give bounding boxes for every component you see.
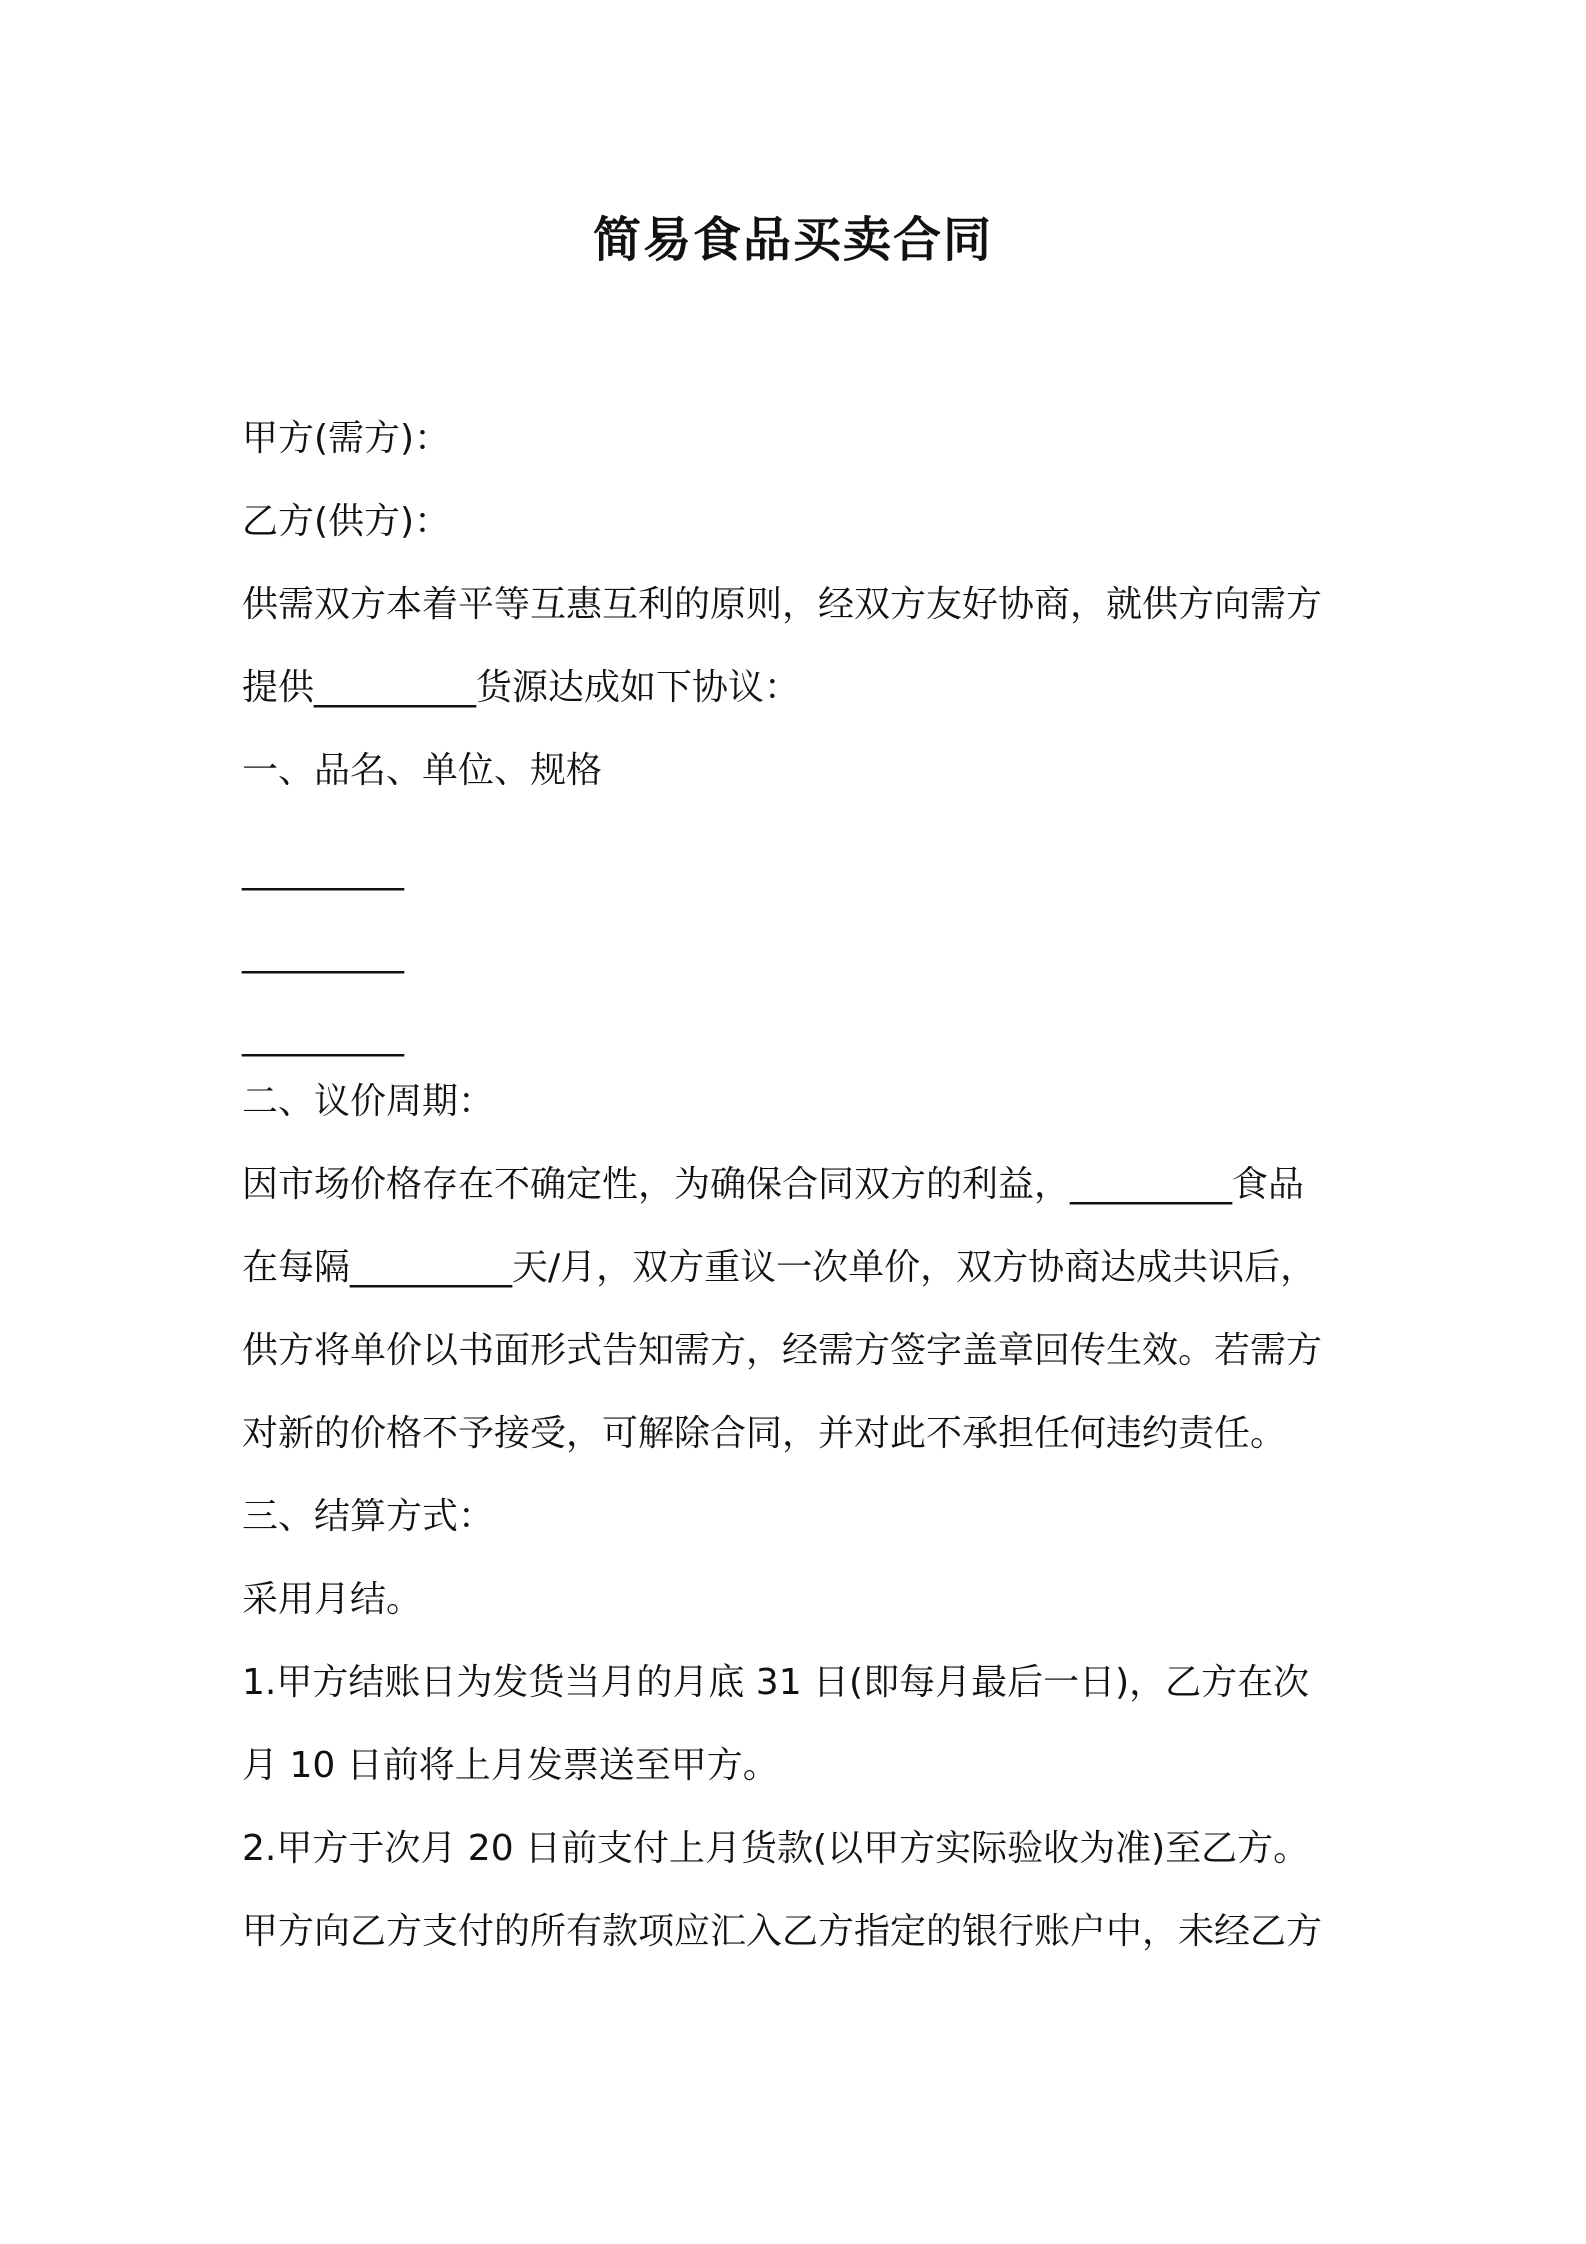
paragraph-line: 1.甲方结账日为发货当月的月底 31 日(即每月最后一日)，乙方在次 [242, 1662, 1310, 1703]
party-a-line: 甲方(需方)： [242, 418, 451, 459]
intro-paragraph-line: 提供_________货源达成如下协议： [242, 667, 801, 708]
paragraph-line: 甲方向乙方支付的所有款项应汇入乙方指定的银行账户中，未经乙方 [242, 1911, 1323, 1952]
blank-line: _________ [242, 850, 404, 891]
page-title: 简易食品买卖合同 [592, 212, 993, 268]
paragraph-line: 在每隔_________天/月，双方重议一次单价，双方协商达成共识后， [242, 1247, 1317, 1288]
paragraph-line: 月 10 日前将上月发票送至甲方。 [242, 1745, 779, 1786]
paragraph-line: 2.甲方于次月 20 日前支付上月货款(以甲方实际验收为准)至乙方。 [242, 1828, 1310, 1869]
intro-paragraph-line: 供需双方本着平等互惠互利的原则，经双方友好协商，就供方向需方 [242, 584, 1323, 625]
section-heading: 三、结算方式： [242, 1496, 495, 1537]
paragraph-line: 采用月结。 [242, 1579, 423, 1620]
blank-line: _________ [242, 1016, 404, 1057]
paragraph-line: 供方将单价以书面形式告知需方，经需方签字盖章回传生效。若需方 [242, 1330, 1323, 1371]
blank-line: _________ [242, 933, 404, 974]
section-heading: 一、品名、单位、规格 [242, 750, 603, 791]
section-heading: 二、议价周期： [242, 1081, 495, 1122]
paragraph-line: 因市场价格存在不确定性，为确保合同双方的利益，_________食品 [242, 1164, 1305, 1205]
paragraph-line: 对新的价格不予接受，可解除合同，并对此不承担任何违约责任。 [242, 1413, 1287, 1454]
party-b-line: 乙方(供方)： [242, 501, 451, 542]
